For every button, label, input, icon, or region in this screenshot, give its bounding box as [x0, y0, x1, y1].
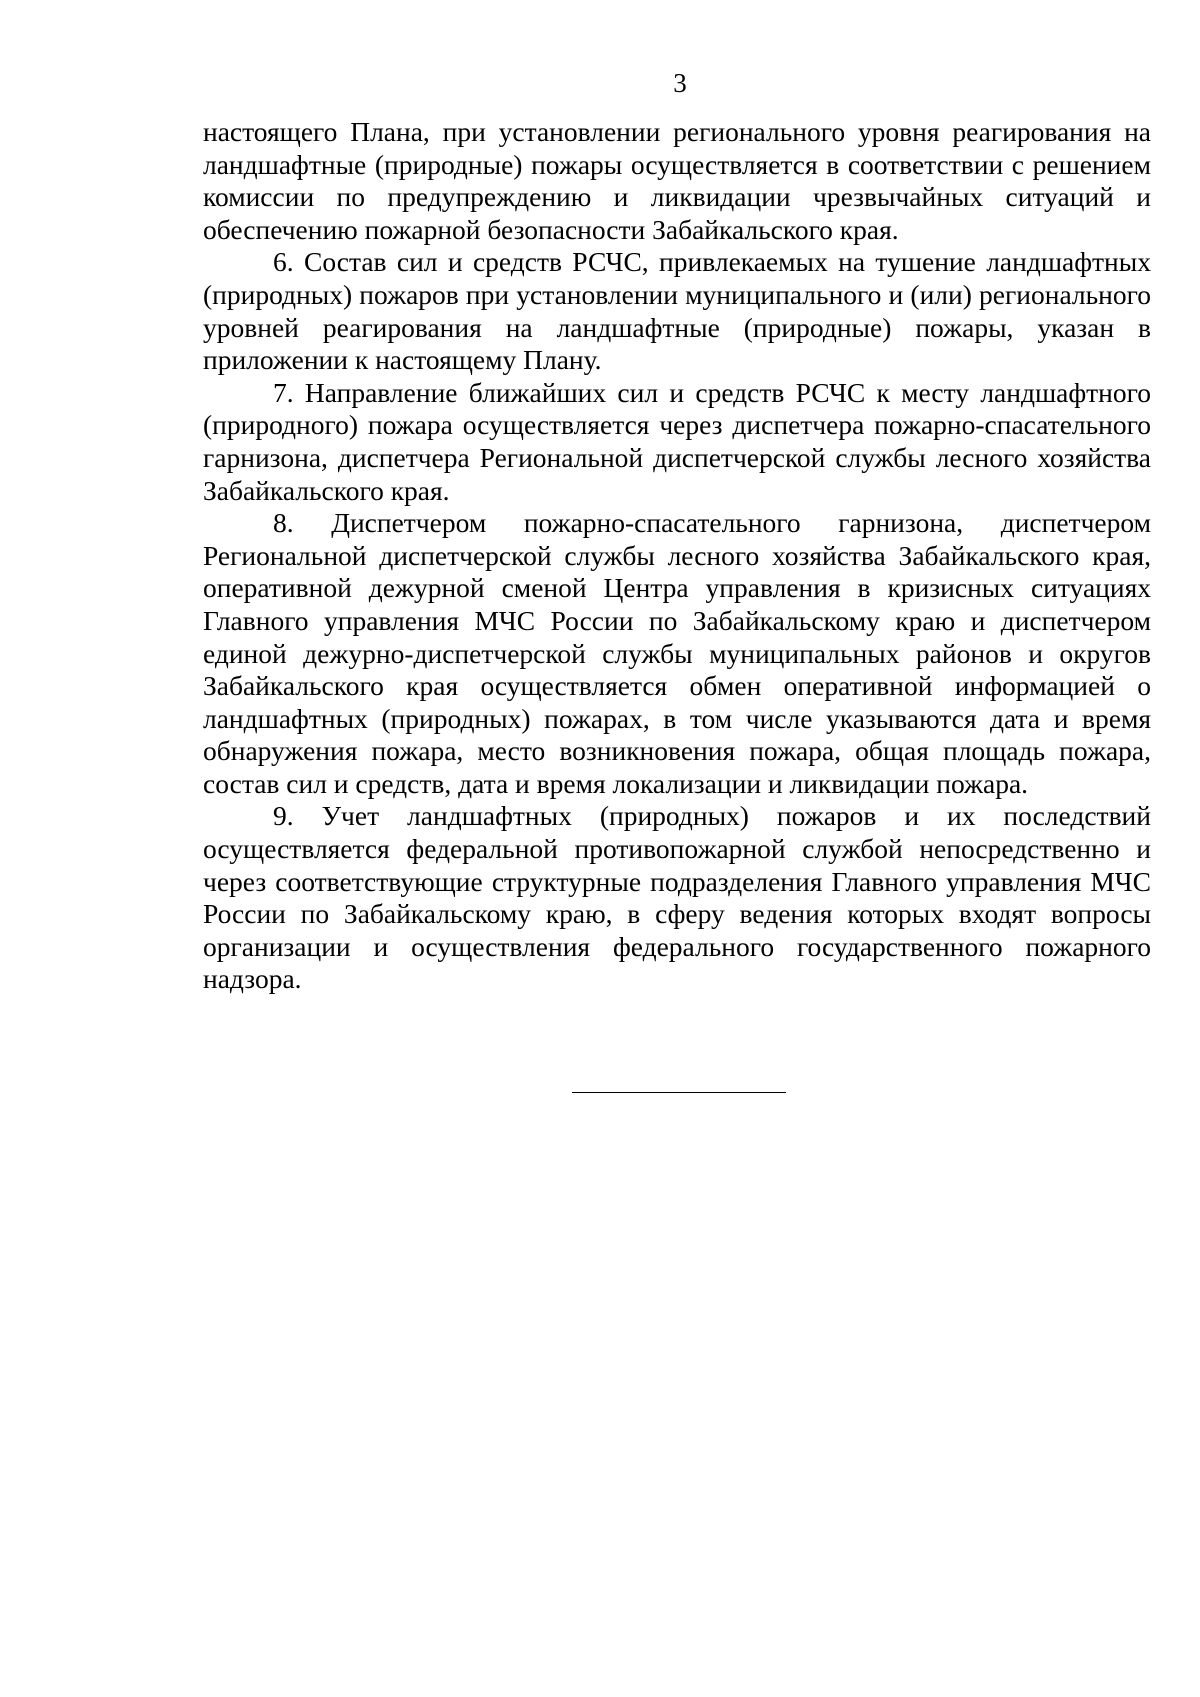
end-separator-line [572, 1092, 786, 1093]
paragraph-item-7: 7. Направление ближайших сил и средств РСЧС к месту ландшафтного (природного) пожара осуществляется через диспетчера пожарно-спасательного гарнизона, диспетчера Региональной диспетчерской службы лесного хозяйства Забайкальского края. [203, 376, 1151, 506]
paragraph-continuation: настоящего Плана, при установлении регионального уровня реагирования на ландшафтные (природные) пожары осуществляется в соответствии с решением комиссии по предупреждению и ликвидации чрезвычайных ситуаций и обеспечению пожарной безопасности Забайкальского края. [203, 116, 1151, 245]
document-body [203, 116, 1151, 996]
paragraph-item-8: 8. Диспетчером пожарно-спасательного гарнизона, диспетчером Региональной диспетчерской службы лесного хозяйства Забайкальского края, оперативной дежурной сменой Центра управления в кризисных ситуациях Главного управления МЧС России по Забайкальскому краю и диспетчером единой дежурно-диспетчерской службы муниципальных районов и округов Забайкальского края осуществляется обмен оперативной информацией о ландшафтных (природных) пожарах, в том числе указываются дата и время обнаружения пожара, место возникновения пожара, общая площадь пожара, состав сил и средств, дата и время локализации и ликвидации пожара. [203, 507, 1151, 799]
paragraph-item-9: 9. Учет ландшафтных (природных) пожаров и их последствий осуществляется федеральной противопожарной службой непосредственно и через соответствующие структурные подразделения Главного управления МЧС России по Забайкальскому краю, в сферу ведения которых входят вопросы организации и осуществления федерального государственного пожарного надзора. [203, 800, 1151, 995]
paragraph-item-6: 6. Состав сил и средств РСЧС, привлекаемых на тушение ландшафтных (природных) пожаров при установлении муниципального и (или) регионального уровней реагирования на ландшафтные (природные) пожары, указан в приложении к настоящему Плану. [203, 246, 1151, 376]
page-number: 3 [673, 68, 687, 98]
